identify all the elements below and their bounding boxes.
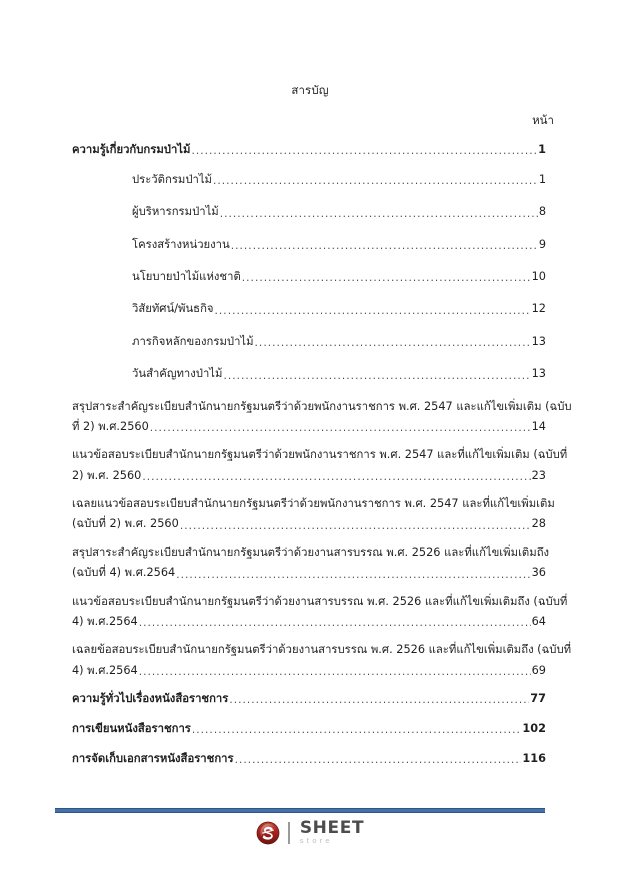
footer-logo bbox=[0, 820, 620, 845]
toc-dot-leader bbox=[215, 306, 531, 317]
toc-entry-label-continued: (ฉบับที่ 2) พ.ศ. 2560 bbox=[72, 517, 179, 531]
toc-dot-leader bbox=[192, 725, 522, 736]
toc-entry[interactable] bbox=[72, 301, 546, 317]
toc-entry-label-continued: 4) พ.ศ.2564 bbox=[72, 614, 138, 628]
logo-subtitle: store bbox=[299, 837, 333, 845]
toc-entry[interactable] bbox=[72, 594, 568, 631]
toc-dot-leader bbox=[242, 273, 531, 284]
logo-divider bbox=[288, 822, 290, 844]
toc-page-number: 77 bbox=[530, 692, 546, 705]
toc-entry-label: ประวัติกรมป่าไม้ bbox=[132, 172, 212, 186]
toc-dot-leader bbox=[176, 570, 530, 581]
logo-name: SHEET bbox=[299, 818, 365, 838]
toc-dot-leader bbox=[150, 423, 531, 434]
toc-page-number: 36 bbox=[531, 566, 546, 580]
toc-entry[interactable] bbox=[72, 751, 546, 767]
toc-dot-leader bbox=[235, 755, 522, 766]
toc-entry[interactable] bbox=[72, 545, 550, 582]
toc-entry-label: แนวข้อสอบระเบียบสำนักนายกรัฐมนตรีว่าด้วยพนักงานราชการ พ.ศ. 2547 และที่แก้ไขเพิ่มเติม (ฉบับที่ bbox=[72, 448, 568, 462]
toc-dot-leader bbox=[223, 371, 530, 382]
toc-entry-label: การเขียนหนังสือราชการ bbox=[72, 721, 191, 735]
toc-entry[interactable] bbox=[72, 691, 546, 707]
toc-page-number: 28 bbox=[531, 517, 546, 531]
toc-dot-leader bbox=[255, 338, 531, 349]
toc-page-number: 116 bbox=[522, 751, 546, 765]
toc-page-number: 9 bbox=[538, 237, 546, 251]
toc-entry-label: ผู้บริหารกรมป่าไม้ bbox=[132, 205, 219, 219]
toc-entry[interactable] bbox=[72, 366, 546, 382]
toc-page-number: 69 bbox=[531, 663, 546, 677]
toc-entry-label-continued: 4) พ.ศ.2564 bbox=[72, 663, 138, 677]
toc-entry-label: เฉลยแนวข้อสอบระเบียบสำนักนายกรัฐมนตรีว่าด้วยพนักงานราชการ พ.ศ. 2547 และที่แก้ไขเพิ่มเติม bbox=[72, 497, 555, 510]
toc-page-number: 13 bbox=[531, 367, 546, 381]
toc-entry-label: สรุปสาระสำคัญระเบียบสำนักนายกรัฐมนตรีว่าด้วยพนักงานราชการ พ.ศ. 2547 และแก้ไขเพิ่มเติม (ฉบับ bbox=[72, 399, 572, 413]
toc-dot-leader bbox=[220, 209, 538, 220]
toc-entry[interactable] bbox=[72, 237, 546, 253]
toc-entry[interactable] bbox=[72, 172, 546, 188]
toc-page-number: 64 bbox=[531, 614, 546, 628]
toc-entry-label: ความรู้เกี่ยวกับกรมป่าไม้ bbox=[72, 143, 191, 156]
toc-entry[interactable] bbox=[72, 642, 572, 679]
page-title: สารบัญ bbox=[291, 83, 329, 97]
toc-entry-label-continued: (ฉบับที่ 4) พ.ศ.2564 bbox=[72, 566, 176, 580]
toc-page-number: 102 bbox=[522, 721, 546, 735]
toc-entry[interactable] bbox=[72, 334, 546, 350]
toc-entry-label: โครงสร้างหน่วยงาน bbox=[132, 237, 230, 251]
table-of-contents bbox=[72, 142, 572, 781]
toc-dot-leader bbox=[139, 667, 531, 678]
toc-entry[interactable] bbox=[72, 204, 546, 220]
toc-entry[interactable] bbox=[72, 721, 546, 737]
toc-page-number: 13 bbox=[531, 334, 546, 348]
toc-entry-label: วิสัยทัศน์/พันธกิจ bbox=[132, 302, 214, 316]
toc-dot-leader bbox=[231, 241, 538, 252]
toc-dot-leader bbox=[229, 695, 529, 706]
toc-page-number: 1 bbox=[538, 143, 546, 156]
toc-entry-label: การจัดเก็บเอกสารหนังสือราชการ bbox=[72, 751, 234, 765]
toc-entry-label: ความรู้ทั่วไปเรื่องหนังสือราชการ bbox=[72, 692, 229, 705]
toc-dot-leader bbox=[139, 618, 531, 629]
toc-entry[interactable] bbox=[72, 399, 572, 436]
toc-entry-label: สรุปสาระสำคัญระเบียบสำนักนายกรัฐมนตรีว่าด้วยงานสารบรรณ พ.ศ. 2526 และที่แก้ไขเพิ่มเติมถึง bbox=[72, 545, 550, 559]
toc-page-number: 14 bbox=[531, 419, 546, 433]
toc-page-number: 10 bbox=[531, 270, 546, 283]
sheet-store-logo-icon bbox=[256, 821, 280, 845]
toc-entry-label-continued: 2) พ.ศ. 2560 bbox=[72, 468, 142, 482]
toc-entry-label-continued: ที่ 2) พ.ศ.2560 bbox=[72, 419, 149, 433]
toc-entry[interactable] bbox=[72, 447, 568, 484]
toc-entry-label: วันสำคัญทางป่าไม้ bbox=[132, 367, 223, 381]
footer-divider-rule bbox=[55, 808, 545, 813]
toc-entry-label: ภารกิจหลักของกรมป่าไม้ bbox=[132, 334, 254, 348]
toc-entry-label: นโยบายป่าไม้แห่งชาติ bbox=[132, 270, 241, 283]
toc-entry-label: แนวข้อสอบระเบียบสำนักนายกรัฐมนตรีว่าด้วยงานสารบรรณ พ.ศ. 2526 และที่แก้ไขเพิ่มเติมถึง (ฉบับที่ bbox=[72, 594, 568, 608]
page-number-column-header: หน้า bbox=[532, 113, 554, 127]
toc-page-number: 8 bbox=[538, 205, 546, 219]
toc-page-number: 12 bbox=[531, 302, 546, 316]
toc-entry[interactable] bbox=[72, 496, 555, 533]
toc-page-number: 1 bbox=[538, 172, 546, 186]
toc-dot-leader bbox=[213, 176, 538, 187]
toc-page-number: 23 bbox=[531, 468, 546, 482]
toc-entry[interactable] bbox=[72, 142, 546, 158]
toc-entry-label: เฉลยข้อสอบระเบียบสำนักนายกรัฐมนตรีว่าด้วยงานสารบรรณ พ.ศ. 2526 และที่แก้ไขเพิ่มเติมถึง (ฉบับที่ bbox=[72, 643, 572, 657]
toc-entry[interactable] bbox=[72, 269, 546, 285]
toc-dot-leader bbox=[142, 472, 530, 483]
toc-dot-leader bbox=[180, 521, 531, 532]
toc-dot-leader bbox=[191, 146, 537, 157]
